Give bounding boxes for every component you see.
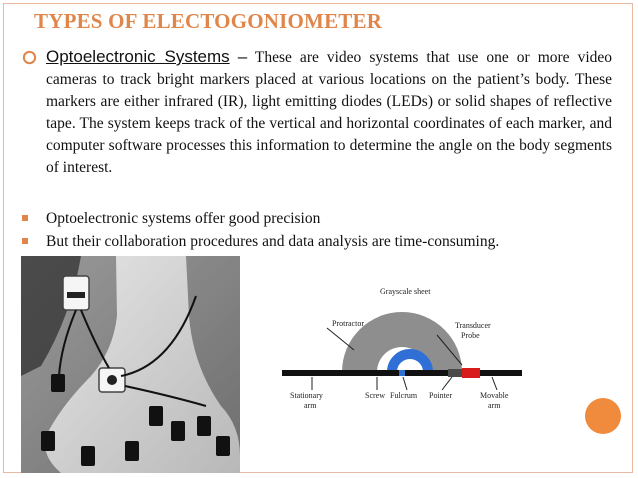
label-transducer: Transducer: [455, 321, 491, 330]
decorative-orange-circle: [585, 398, 621, 434]
bullet-optoelectronic: [22, 46, 612, 179]
label-stationary: Stationary: [290, 391, 323, 400]
bullet-text: [46, 46, 612, 179]
foot-sensor-photo: [21, 256, 240, 473]
label-movable: Movable: [480, 391, 509, 400]
label-stationary-arm: arm: [304, 401, 317, 410]
label-protractor: Protractor: [332, 319, 364, 328]
label-grayscale-sheet: Grayscale sheet: [380, 287, 431, 296]
bullet-ring-icon: [22, 50, 37, 65]
goniometer-diagram: [282, 280, 522, 420]
bullet-precision: [22, 208, 612, 230]
bullet-term: Optoelectronic Systems: [46, 47, 230, 66]
bullet-square-icon: [22, 215, 28, 221]
bullet-text: Optoelectronic systems offer good precision: [46, 210, 321, 227]
bullet-square-icon: [22, 238, 28, 244]
bullet-dash: –: [237, 47, 248, 66]
label-screw: Screw: [365, 391, 385, 400]
slide-title: TYPES OF ELECTOGONIOMETER: [34, 9, 383, 33]
label-probe: Probe: [461, 331, 480, 340]
label-fulcrum: Fulcrum: [390, 391, 418, 400]
label-movable-arm: arm: [488, 401, 501, 410]
label-pointer: Pointer: [429, 391, 453, 400]
bullet-time-consuming: [22, 231, 612, 253]
bullet-text: But their collaboration procedures and data analysis are time-consuming.: [46, 233, 500, 250]
bullet-description: These are video systems that use one or more video cameras to track bright markers placed at various locations on the patient’s body. These markers are either infrared (IR), light emitting diodes (LEDs) or solid shapes of reflective tape. The system keeps track of the vertical and horizontal coordinates of each marker, and computer software processes this information to determine the angle on the body segments of interest.: [46, 49, 613, 176]
